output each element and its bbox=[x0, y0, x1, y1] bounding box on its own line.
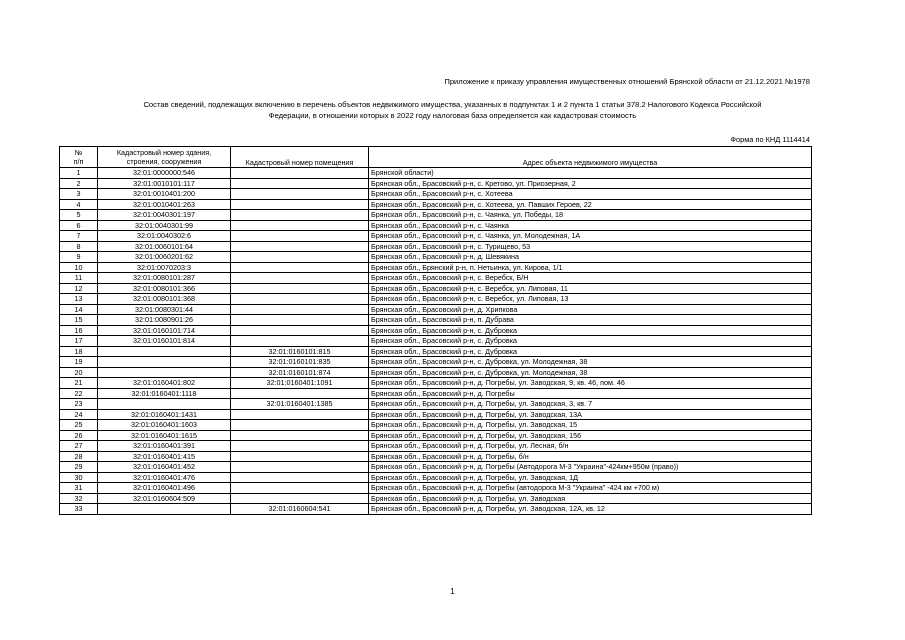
cell-number: 11 bbox=[60, 273, 98, 284]
cell-number: 8 bbox=[60, 241, 98, 252]
cell-address: Брянская обл., Брасовский р-н, д. Погребы, ул. Лесная, б/н bbox=[369, 441, 812, 452]
table-row bbox=[60, 336, 812, 347]
cell-address: Брянская обл., Брасовский р-н, п. Дубрава bbox=[369, 315, 812, 326]
table-row bbox=[60, 441, 812, 452]
cell-building-cadastral bbox=[98, 399, 231, 410]
cell-premises-cadastral bbox=[231, 231, 369, 242]
cell-number: 23 bbox=[60, 399, 98, 410]
table-row bbox=[60, 252, 812, 263]
cell-number: 31 bbox=[60, 483, 98, 494]
cell-address: Брянская обл., Брасовский р-н, с. Чаянка, ул. Молодежная, 1А bbox=[369, 231, 812, 242]
table-row bbox=[60, 283, 812, 294]
cell-number: 29 bbox=[60, 462, 98, 473]
cell-premises-cadastral bbox=[231, 315, 369, 326]
cell-number: 33 bbox=[60, 504, 98, 515]
table-row bbox=[60, 178, 812, 189]
cell-building-cadastral: 32:01:0080101:368 bbox=[98, 294, 231, 305]
cell-building-cadastral bbox=[98, 346, 231, 357]
cell-address: Брянская обл., Брасовский р-н, д. Погребы, ул. Заводская, 9, кв. 46, пом. 46 bbox=[369, 378, 812, 389]
table-row bbox=[60, 304, 812, 315]
cell-premises-cadastral bbox=[231, 178, 369, 189]
caption-line-2: Федерации, в отношении которых в 2022 году налоговая база определяется как кадастровая стоимость bbox=[268, 111, 637, 120]
cell-premises-cadastral bbox=[231, 241, 369, 252]
cell-premises-cadastral bbox=[231, 210, 369, 221]
table-row bbox=[60, 273, 812, 284]
cell-address: Брянская обл., Брасовский р-н, с. Чаянка bbox=[369, 220, 812, 231]
cell-building-cadastral bbox=[98, 504, 231, 515]
cell-building-cadastral: 32:01:0160401:1615 bbox=[98, 430, 231, 441]
cell-number: 10 bbox=[60, 262, 98, 273]
cell-address: Брянская обл., Брасовский р-н, с. Хотеева bbox=[369, 189, 812, 200]
cell-address: Брянская обл., Брасовский р-н, д. Погребы (Автодорога М-3 "Украина"-424км+950м (право)) bbox=[369, 462, 812, 473]
cell-number: 6 bbox=[60, 220, 98, 231]
cell-number: 7 bbox=[60, 231, 98, 242]
cell-premises-cadastral bbox=[231, 325, 369, 336]
cell-address: Брянская обл., Брасовский р-н, д. Погребы, ул. Заводская bbox=[369, 493, 812, 504]
cell-building-cadastral: 32:01:0010101:117 bbox=[98, 178, 231, 189]
cell-number: 22 bbox=[60, 388, 98, 399]
cell-address: Брянская обл., Брасовский р-н, д. Погребы bbox=[369, 388, 812, 399]
cell-premises-cadastral: 32:01:0160101:874 bbox=[231, 367, 369, 378]
cell-address: Брянская обл., Брасовский р-н, д. Погребы, ул. Заводская, 3, кв. 7 bbox=[369, 399, 812, 410]
form-code: Форма по КНД 1114414 bbox=[730, 135, 810, 144]
cell-address: Брянская обл., Брасовский р-н, с. Хотеева, ул. Павших Героев, 22 bbox=[369, 199, 812, 210]
cell-premises-cadastral bbox=[231, 189, 369, 200]
cell-number: 16 bbox=[60, 325, 98, 336]
cell-address: Брянская обл., Брасовский р-н, д. Шевякина bbox=[369, 252, 812, 263]
cell-address: Брянская обл., Брянский р-н, п. Нетьинка, ул. Кирова, 1/1 bbox=[369, 262, 812, 273]
table-row bbox=[60, 462, 812, 473]
cell-address: Брянская обл., Брасовский р-н, с. Дубровка, ул. Молодежная, 38 bbox=[369, 357, 812, 368]
cell-premises-cadastral bbox=[231, 430, 369, 441]
table-row bbox=[60, 199, 812, 210]
table-row bbox=[60, 378, 812, 389]
cell-premises-cadastral bbox=[231, 252, 369, 263]
cell-building-cadastral: 32:01:0160401:1118 bbox=[98, 388, 231, 399]
cell-address: Брянская обл., Брасовский р-н, д. Погребы, б/н bbox=[369, 451, 812, 462]
table-row bbox=[60, 409, 812, 420]
cell-number: 26 bbox=[60, 430, 98, 441]
cell-premises-cadastral bbox=[231, 441, 369, 452]
document-caption bbox=[60, 99, 845, 121]
cell-premises-cadastral bbox=[231, 483, 369, 494]
cell-premises-cadastral bbox=[231, 388, 369, 399]
cell-number: 27 bbox=[60, 441, 98, 452]
cell-premises-cadastral bbox=[231, 199, 369, 210]
appendix-note: Приложение к приказу управления имущественных отношений Брянской области от 21.12.2021 №1978 bbox=[444, 77, 810, 86]
table-row bbox=[60, 325, 812, 336]
cell-number: 21 bbox=[60, 378, 98, 389]
cell-number: 17 bbox=[60, 336, 98, 347]
cell-premises-cadastral bbox=[231, 409, 369, 420]
header-number bbox=[60, 147, 98, 168]
cell-address: Брянская обл., Брасовский р-н, с. Дубровка, ул. Молодежная, 38 bbox=[369, 367, 812, 378]
cell-premises-cadastral bbox=[231, 420, 369, 431]
table-row bbox=[60, 420, 812, 431]
table-row bbox=[60, 357, 812, 368]
cell-number: 19 bbox=[60, 357, 98, 368]
cell-address: Брянская обл., Брасовский р-н, с. Веребск, Б/Н bbox=[369, 273, 812, 284]
cell-building-cadastral: 32:01:0080101:366 bbox=[98, 283, 231, 294]
header-building bbox=[98, 147, 231, 168]
cell-building-cadastral: 32:01:0060201:62 bbox=[98, 252, 231, 263]
cell-number: 1 bbox=[60, 168, 98, 179]
cell-premises-cadastral bbox=[231, 493, 369, 504]
table-row bbox=[60, 493, 812, 504]
cell-address: Брянская обл., Брасовский р-н, д. Погребы, ул. Заводская, 1Д bbox=[369, 472, 812, 483]
header-number-line-2: п/п bbox=[73, 157, 84, 166]
cell-building-cadastral: 32:01:0040301:197 bbox=[98, 210, 231, 221]
cell-number: 12 bbox=[60, 283, 98, 294]
cell-building-cadastral bbox=[98, 367, 231, 378]
table-body bbox=[60, 168, 812, 515]
cell-building-cadastral: 32:01:0160401:1431 bbox=[98, 409, 231, 420]
table-row bbox=[60, 451, 812, 462]
cell-number: 24 bbox=[60, 409, 98, 420]
cell-premises-cadastral bbox=[231, 283, 369, 294]
cell-building-cadastral: 32:01:0010401:200 bbox=[98, 189, 231, 200]
table-row bbox=[60, 294, 812, 305]
cell-building-cadastral: 32:01:0160604:509 bbox=[98, 493, 231, 504]
cell-address: Брянская обл., Брасовский р-н, д. Погребы, ул. Заводская, 13А bbox=[369, 409, 812, 420]
table-row bbox=[60, 430, 812, 441]
cell-address: Брянской области) bbox=[369, 168, 812, 179]
cell-number: 15 bbox=[60, 315, 98, 326]
cell-building-cadastral: 32:01:0160101:714 bbox=[98, 325, 231, 336]
cell-building-cadastral: 32:01:0080301:44 bbox=[98, 304, 231, 315]
cell-premises-cadastral: 32:01:0160604:541 bbox=[231, 504, 369, 515]
cell-address: Брянская обл., Брасовский р-н, с. Чаянка, ул. Победы, 18 bbox=[369, 210, 812, 221]
cell-building-cadastral: 32:01:0000000:546 bbox=[98, 168, 231, 179]
cell-number: 4 bbox=[60, 199, 98, 210]
table-header-row bbox=[60, 147, 812, 168]
cell-premises-cadastral bbox=[231, 294, 369, 305]
cell-number: 13 bbox=[60, 294, 98, 305]
cell-building-cadastral: 32:01:0160401:476 bbox=[98, 472, 231, 483]
table-row bbox=[60, 388, 812, 399]
table-row bbox=[60, 220, 812, 231]
header-address: Адрес объекта недвижимого имущества bbox=[369, 147, 812, 168]
cell-premises-cadastral bbox=[231, 220, 369, 231]
caption-line-1: Состав сведений, подлежащих включению в перечень объектов недвижимого имущества, указанных в подпунктах 1 и 2 пункта 1 статьи 378.2 Налогового Кодекса Российской bbox=[143, 100, 762, 109]
cell-building-cadastral: 32:01:0160101:814 bbox=[98, 336, 231, 347]
cell-premises-cadastral bbox=[231, 472, 369, 483]
cell-premises-cadastral: 32:01:0160401:1385 bbox=[231, 399, 369, 410]
cell-premises-cadastral bbox=[231, 273, 369, 284]
cell-building-cadastral: 32:01:0160401:452 bbox=[98, 462, 231, 473]
cell-building-cadastral: 32:01:0160401:415 bbox=[98, 451, 231, 462]
header-building-line-1: Кадастровый номер здания, bbox=[116, 148, 212, 157]
table-row bbox=[60, 367, 812, 378]
page-number: 1 bbox=[450, 587, 455, 596]
cell-building-cadastral: 32:01:0160401:802 bbox=[98, 378, 231, 389]
cell-number: 5 bbox=[60, 210, 98, 221]
table-row bbox=[60, 315, 812, 326]
cell-premises-cadastral bbox=[231, 168, 369, 179]
table-row bbox=[60, 241, 812, 252]
cell-number: 14 bbox=[60, 304, 98, 315]
cell-number: 3 bbox=[60, 189, 98, 200]
cell-premises-cadastral bbox=[231, 262, 369, 273]
cell-building-cadastral: 32:01:0160401:496 bbox=[98, 483, 231, 494]
cell-address: Брянская обл., Брасовский р-н, д. Погребы, ул. Заводская, 12А, кв. 12 bbox=[369, 504, 812, 515]
cell-building-cadastral: 32:01:0010401:263 bbox=[98, 199, 231, 210]
cell-address: Брянская обл., Брасовский р-н, с. Веребск, ул. Липовая, 13 bbox=[369, 294, 812, 305]
header-building-line-2: строения, сооружения bbox=[126, 157, 202, 166]
table-row bbox=[60, 472, 812, 483]
cell-address: Брянская обл., Брасовский р-н, с. Дубровка bbox=[369, 325, 812, 336]
cell-address: Брянская обл., Брасовский р-н, д. Погребы, ул. Заводская, 15 bbox=[369, 420, 812, 431]
cell-building-cadastral: 32:01:0160401:1603 bbox=[98, 420, 231, 431]
cell-premises-cadastral: 32:01:0160101:835 bbox=[231, 357, 369, 368]
cell-number: 9 bbox=[60, 252, 98, 263]
cell-premises-cadastral bbox=[231, 462, 369, 473]
cell-number: 25 bbox=[60, 420, 98, 431]
table-row bbox=[60, 210, 812, 221]
cell-address: Брянская обл., Брасовский р-н, с. Кретово, ул. Приозерная, 2 bbox=[369, 178, 812, 189]
table-row bbox=[60, 231, 812, 242]
cell-building-cadastral: 32:01:0040301:99 bbox=[98, 220, 231, 231]
table-row bbox=[60, 189, 812, 200]
table-row bbox=[60, 262, 812, 273]
cell-number: 20 bbox=[60, 367, 98, 378]
cell-premises-cadastral bbox=[231, 304, 369, 315]
cell-premises-cadastral: 32:01:0160101:815 bbox=[231, 346, 369, 357]
cell-premises-cadastral bbox=[231, 451, 369, 462]
cell-building-cadastral: 32:01:0070203:3 bbox=[98, 262, 231, 273]
cell-address: Брянская обл., Брасовский р-н, д. Хрипкова bbox=[369, 304, 812, 315]
header-number-line-1: № bbox=[74, 148, 83, 157]
cell-number: 32 bbox=[60, 493, 98, 504]
cell-address: Брянская обл., Брасовский р-н, д. Погребы, ул. Заводская, 156 bbox=[369, 430, 812, 441]
cell-number: 28 bbox=[60, 451, 98, 462]
cell-address: Брянская обл., Брасовский р-н, с. Дубровка bbox=[369, 346, 812, 357]
table-row bbox=[60, 483, 812, 494]
cell-number: 30 bbox=[60, 472, 98, 483]
cell-address: Брянская обл., Брасовский р-н, с. Дубровка bbox=[369, 336, 812, 347]
cell-building-cadastral: 32:01:0160401:391 bbox=[98, 441, 231, 452]
table-row bbox=[60, 504, 812, 515]
cell-address: Брянская обл., Брасовский р-н, с. Веребск, ул. Липовая, 11 bbox=[369, 283, 812, 294]
cell-premises-cadastral: 32:01:0160401:1091 bbox=[231, 378, 369, 389]
table-row bbox=[60, 346, 812, 357]
table-row bbox=[60, 399, 812, 410]
cell-building-cadastral bbox=[98, 357, 231, 368]
cell-premises-cadastral bbox=[231, 336, 369, 347]
header-premises: Кадастровый номер помещения bbox=[231, 147, 369, 168]
cell-building-cadastral: 32:01:0040302:6 bbox=[98, 231, 231, 242]
cell-number: 2 bbox=[60, 178, 98, 189]
cell-building-cadastral: 32:01:0080901:26 bbox=[98, 315, 231, 326]
property-table bbox=[59, 146, 812, 515]
cell-building-cadastral: 32:01:0080101:287 bbox=[98, 273, 231, 284]
cell-number: 18 bbox=[60, 346, 98, 357]
cell-address: Брянская обл., Брасовский р-н, д. Погребы (автодорога М-3 "Украина" -424 км +700 м) bbox=[369, 483, 812, 494]
cell-address: Брянская обл., Брасовский р-н, с. Турищево, 53 bbox=[369, 241, 812, 252]
cell-building-cadastral: 32:01:0060101:64 bbox=[98, 241, 231, 252]
table-row bbox=[60, 168, 812, 179]
